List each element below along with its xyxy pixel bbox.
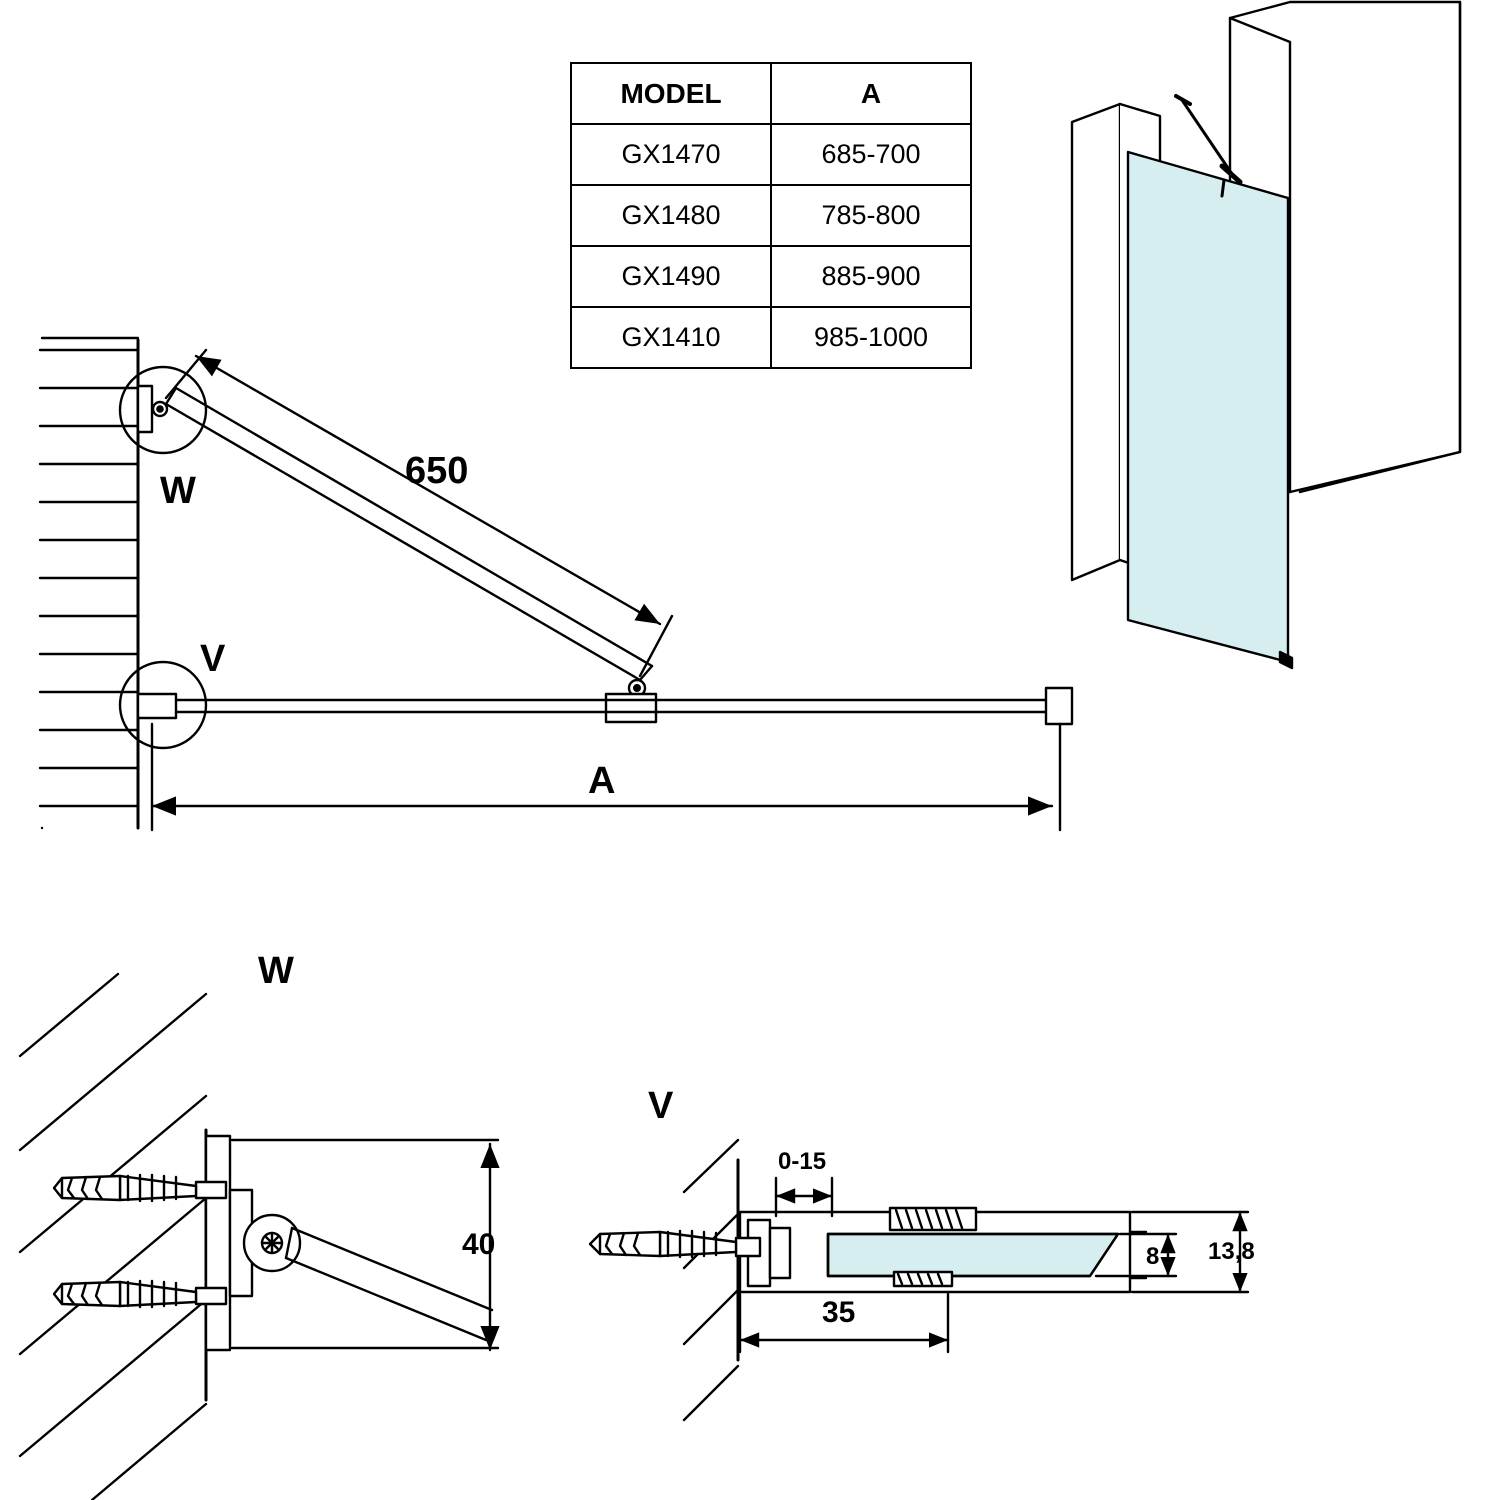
table-header-model: MODEL — [571, 63, 771, 124]
plan-view-top-left — [40, 338, 1072, 830]
cell-a: 685-700 — [771, 124, 971, 185]
cell-model: GX1410 — [571, 307, 771, 368]
detail-w-wall-bracket — [20, 974, 498, 1500]
table-row — [571, 246, 971, 307]
cell-a: 985-1000 — [771, 307, 971, 368]
table-header-a: A — [771, 63, 971, 124]
table-row — [571, 124, 971, 185]
label-detail-w-plan: W — [160, 470, 196, 512]
model-dimension-table — [570, 62, 972, 369]
cell-model: GX1470 — [571, 124, 771, 185]
cell-a: 885-900 — [771, 246, 971, 307]
table-header-row — [571, 63, 971, 124]
cell-model: GX1480 — [571, 185, 771, 246]
perspective-view-top-right — [1072, 2, 1460, 668]
detail-v-profile-section — [590, 1140, 1248, 1420]
dimension-brace-650: 650 — [405, 450, 469, 492]
dimension-13-8: 13,8 — [1208, 1238, 1255, 1265]
cell-a: 785-800 — [771, 185, 971, 246]
dimension-width-a: A — [588, 760, 616, 802]
dimension-0-15: 0-15 — [778, 1148, 827, 1175]
cell-model: GX1490 — [571, 246, 771, 307]
dimension-35: 35 — [822, 1296, 856, 1329]
dimension-40: 40 — [462, 1228, 496, 1261]
dimension-8: 8 — [1146, 1243, 1160, 1270]
table-row — [571, 307, 971, 368]
label-detail-v-plan: V — [200, 638, 226, 680]
label-detail-w: W — [258, 950, 294, 992]
table-row — [571, 185, 971, 246]
label-detail-v: V — [648, 1085, 674, 1127]
